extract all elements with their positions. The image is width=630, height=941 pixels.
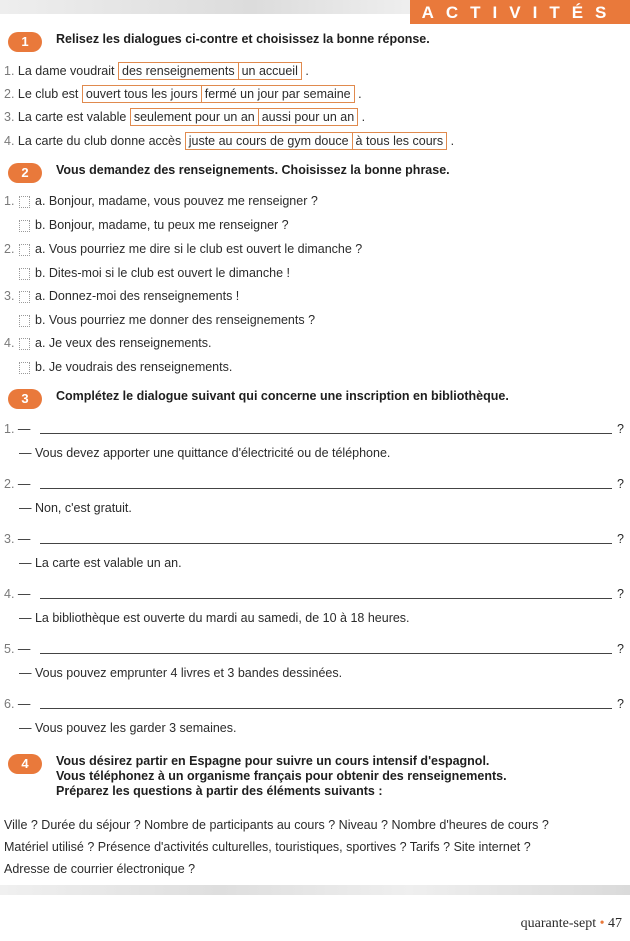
s2-item-1b-text: b. Bonjour, madame, tu peux me renseigner ? xyxy=(35,218,289,232)
s3-item-6-label xyxy=(4,696,30,712)
item-end: . xyxy=(361,110,366,124)
item-end: . xyxy=(305,64,309,78)
s3-item-1-reply: — Vous devez apporter une quittance d'électricité ou de téléphone. xyxy=(19,446,391,460)
dash: — xyxy=(17,587,31,601)
section-4-instruction-line-1: Vous désirez partir en Espagne pour suivre un cours intensif d'espagnol. xyxy=(56,754,490,768)
s4-prompt-line-1: Ville ? Durée du séjour ? Nombre de participants au cours ? Niveau ? Nombre d'heures de cours ? xyxy=(4,818,549,832)
item-end: . xyxy=(358,87,362,101)
s2-item-1b-checkbox[interactable] xyxy=(19,220,30,232)
item-number: 6. xyxy=(4,697,15,711)
section-2-header xyxy=(8,163,450,183)
s3-item-2-label xyxy=(4,476,30,492)
s2-item-4a-text: a. Je veux des renseignements. xyxy=(35,336,212,350)
item-text: La carte est valable xyxy=(17,110,127,124)
question-mark: ? xyxy=(617,642,624,656)
item-text: La carte du club donne accès xyxy=(17,134,182,148)
s3-item-3-label xyxy=(4,531,30,547)
question-mark: ? xyxy=(617,422,624,436)
section-4-instruction-line-2: Vous téléphonez à un organisme français pour obtenir des renseignements. xyxy=(56,769,507,783)
section-2-instruction: Vous demandez des renseignements. Choisissez la bonne phrase. xyxy=(56,163,450,177)
s4-prompt-line-3: Adresse de courrier électronique ? xyxy=(4,862,196,876)
s2-item-4-number: 4. xyxy=(4,336,15,350)
section-2-badge: 2 xyxy=(8,163,42,183)
s2-item-2b-checkbox[interactable] xyxy=(19,268,30,280)
s1-item-2 xyxy=(4,85,362,103)
s3-item-4-answer-line[interactable] xyxy=(40,598,612,599)
s3-item-5-answer-line[interactable] xyxy=(40,653,612,654)
s3-item-1-label xyxy=(4,421,30,437)
s2-item-1a-checkbox[interactable] xyxy=(19,196,30,208)
bottom-decorative-strip xyxy=(0,885,630,895)
s1-item-3 xyxy=(4,108,365,126)
s3-item-2-answer-line[interactable] xyxy=(40,488,612,489)
dash: — xyxy=(17,422,31,436)
s1-item-4 xyxy=(4,132,454,150)
s3-item-4-reply: — La bibliothèque est ouverte du mardi au samedi, de 10 à 18 heures. xyxy=(19,611,410,625)
item-number: 3. xyxy=(4,110,15,124)
s2-item-1a-text: a. Bonjour, madame, vous pouvez me renseigner ? xyxy=(35,194,318,208)
item-text: La dame voudrait xyxy=(17,64,115,78)
s3-item-4-label xyxy=(4,586,30,602)
question-mark: ? xyxy=(617,697,624,711)
s1-item-2-option-b[interactable]: fermé un jour par semaine xyxy=(201,85,355,103)
item-number: 5. xyxy=(4,642,15,656)
s2-item-3a-text: a. Donnez-moi des renseignements ! xyxy=(35,289,240,303)
dash: — xyxy=(17,532,31,546)
section-1-badge: 1 xyxy=(8,32,42,52)
s3-item-5-label xyxy=(4,641,30,657)
s2-item-4b-checkbox[interactable] xyxy=(19,362,30,374)
s1-item-1-option-b[interactable]: un accueil xyxy=(238,62,302,80)
s3-item-3-answer-line[interactable] xyxy=(40,543,612,544)
item-number: 2. xyxy=(4,477,15,491)
s2-item-3b-checkbox[interactable] xyxy=(19,315,30,327)
section-4-instruction xyxy=(56,754,507,799)
s2-item-2-number: 2. xyxy=(4,242,15,256)
s2-item-2a-checkbox[interactable] xyxy=(19,244,30,256)
question-mark: ? xyxy=(617,587,624,601)
s3-item-6-answer-line[interactable] xyxy=(40,708,612,709)
s2-item-2a-text: a. Vous pourriez me dire si le club est ouvert le dimanche ? xyxy=(35,242,363,256)
page-footer xyxy=(521,916,622,932)
question-mark: ? xyxy=(617,477,624,491)
s2-item-4a-checkbox[interactable] xyxy=(19,338,30,350)
item-number: 1. xyxy=(4,64,15,78)
item-number: 2. xyxy=(4,87,15,101)
page-word: quarante-sept xyxy=(520,916,597,931)
s1-item-4-option-b[interactable]: à tous les cours xyxy=(352,132,448,150)
s3-item-1-answer-line[interactable] xyxy=(40,433,612,434)
dash: — xyxy=(17,477,31,491)
question-mark: ? xyxy=(617,532,624,546)
activites-banner: ACTIVITÉS xyxy=(410,0,630,24)
dash: — xyxy=(17,642,31,656)
section-4-header xyxy=(8,754,507,799)
section-4-badge: 4 xyxy=(8,754,42,774)
s1-item-2-option-a[interactable]: ouvert tous les jours xyxy=(82,85,202,103)
s3-item-3-reply: — La carte est valable un an. xyxy=(19,556,182,570)
s2-item-4b-text: b. Je voudrais des renseignements. xyxy=(35,360,233,374)
s3-item-5-reply: — Vous pouvez emprunter 4 livres et 3 bandes dessinées. xyxy=(19,666,343,680)
dash: — xyxy=(17,697,31,711)
s1-item-3-option-a[interactable]: seulement pour un an xyxy=(130,108,259,126)
footer-bullet: • xyxy=(599,916,605,931)
s2-item-3b-text: b. Vous pourriez me donner des renseignements ? xyxy=(35,313,316,327)
item-number: 1. xyxy=(4,422,15,436)
section-1-instruction: Relisez les dialogues ci-contre et choisissez la bonne réponse. xyxy=(56,32,430,46)
section-3-instruction: Complétez le dialogue suivant qui concerne une inscription en bibliothèque. xyxy=(56,389,509,403)
item-text: Le club est xyxy=(17,87,79,101)
s1-item-4-option-a[interactable]: juste au cours de gym douce xyxy=(185,132,353,150)
item-end: . xyxy=(450,134,455,148)
s3-item-6-reply: — Vous pouvez les garder 3 semaines. xyxy=(19,721,237,735)
s1-item-1-option-a[interactable]: des renseignements xyxy=(118,62,239,80)
section-4-instruction-line-3: Préparez les questions à partir des éléments suivants : xyxy=(56,784,383,798)
s2-item-3-number: 3. xyxy=(4,289,15,303)
s2-item-2b-text: b. Dites-moi si le club est ouvert le dimanche ! xyxy=(35,266,290,280)
page-number: 47 xyxy=(608,916,622,931)
s1-item-1 xyxy=(4,62,309,80)
section-1-header xyxy=(8,32,430,52)
section-3-header xyxy=(8,389,509,409)
item-number: 4. xyxy=(4,587,15,601)
s4-prompt-line-2: Matériel utilisé ? Présence d'activités culturelles, touristiques, sportives ? Tarifs ? Site internet ? xyxy=(4,840,531,854)
section-3-badge: 3 xyxy=(8,389,42,409)
s2-item-1-number: 1. xyxy=(4,194,15,208)
item-number: 3. xyxy=(4,532,15,546)
s1-item-3-option-b[interactable]: aussi pour un an xyxy=(258,108,358,126)
s2-item-3a-checkbox[interactable] xyxy=(19,291,30,303)
s3-item-2-reply: — Non, c'est gratuit. xyxy=(19,501,132,515)
item-number: 4. xyxy=(4,134,15,148)
